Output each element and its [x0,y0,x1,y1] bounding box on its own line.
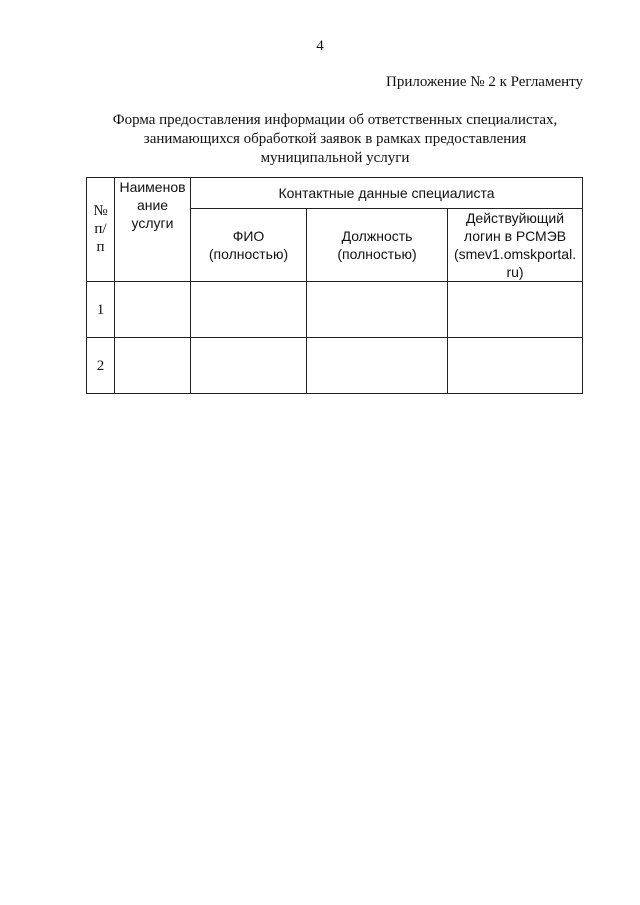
form-title-line: занимающихся обработкой заявок в рамках предоставления [143,131,527,147]
login-cell[interactable] [448,338,583,394]
service-name-cell[interactable] [115,338,191,394]
header-fio: ФИО (полностью) [191,209,307,282]
position-cell[interactable] [307,338,448,394]
service-name-cell[interactable] [115,282,191,338]
page-number: 4 [316,38,324,54]
position-cell[interactable] [307,282,448,338]
table-row [87,282,583,338]
form-title-line: муниципальной услуги [260,150,410,166]
header-contact-data: Контактные данные специалиста [191,178,583,209]
fio-cell[interactable] [191,338,307,394]
row-number: 2 [87,338,115,394]
header-number: № п/ п [87,178,115,282]
form-title-line: Форма предоставления информации об ответственных специалистах, [112,112,558,128]
appendix-label: Приложение № 2 к Регламенту [386,74,583,90]
table-header-row [87,178,583,209]
fio-cell[interactable] [191,282,307,338]
header-position: Должность (полностью) [307,209,448,282]
form-title [80,111,590,168]
row-number: 1 [87,282,115,338]
header-login: Действуйющий логин в РСМЭВ (smev1.omskportal. ru) [448,209,583,282]
table-row [87,338,583,394]
specialists-table [86,177,583,394]
header-service-name: Наименов ание услуги [115,178,191,282]
login-cell[interactable] [448,282,583,338]
